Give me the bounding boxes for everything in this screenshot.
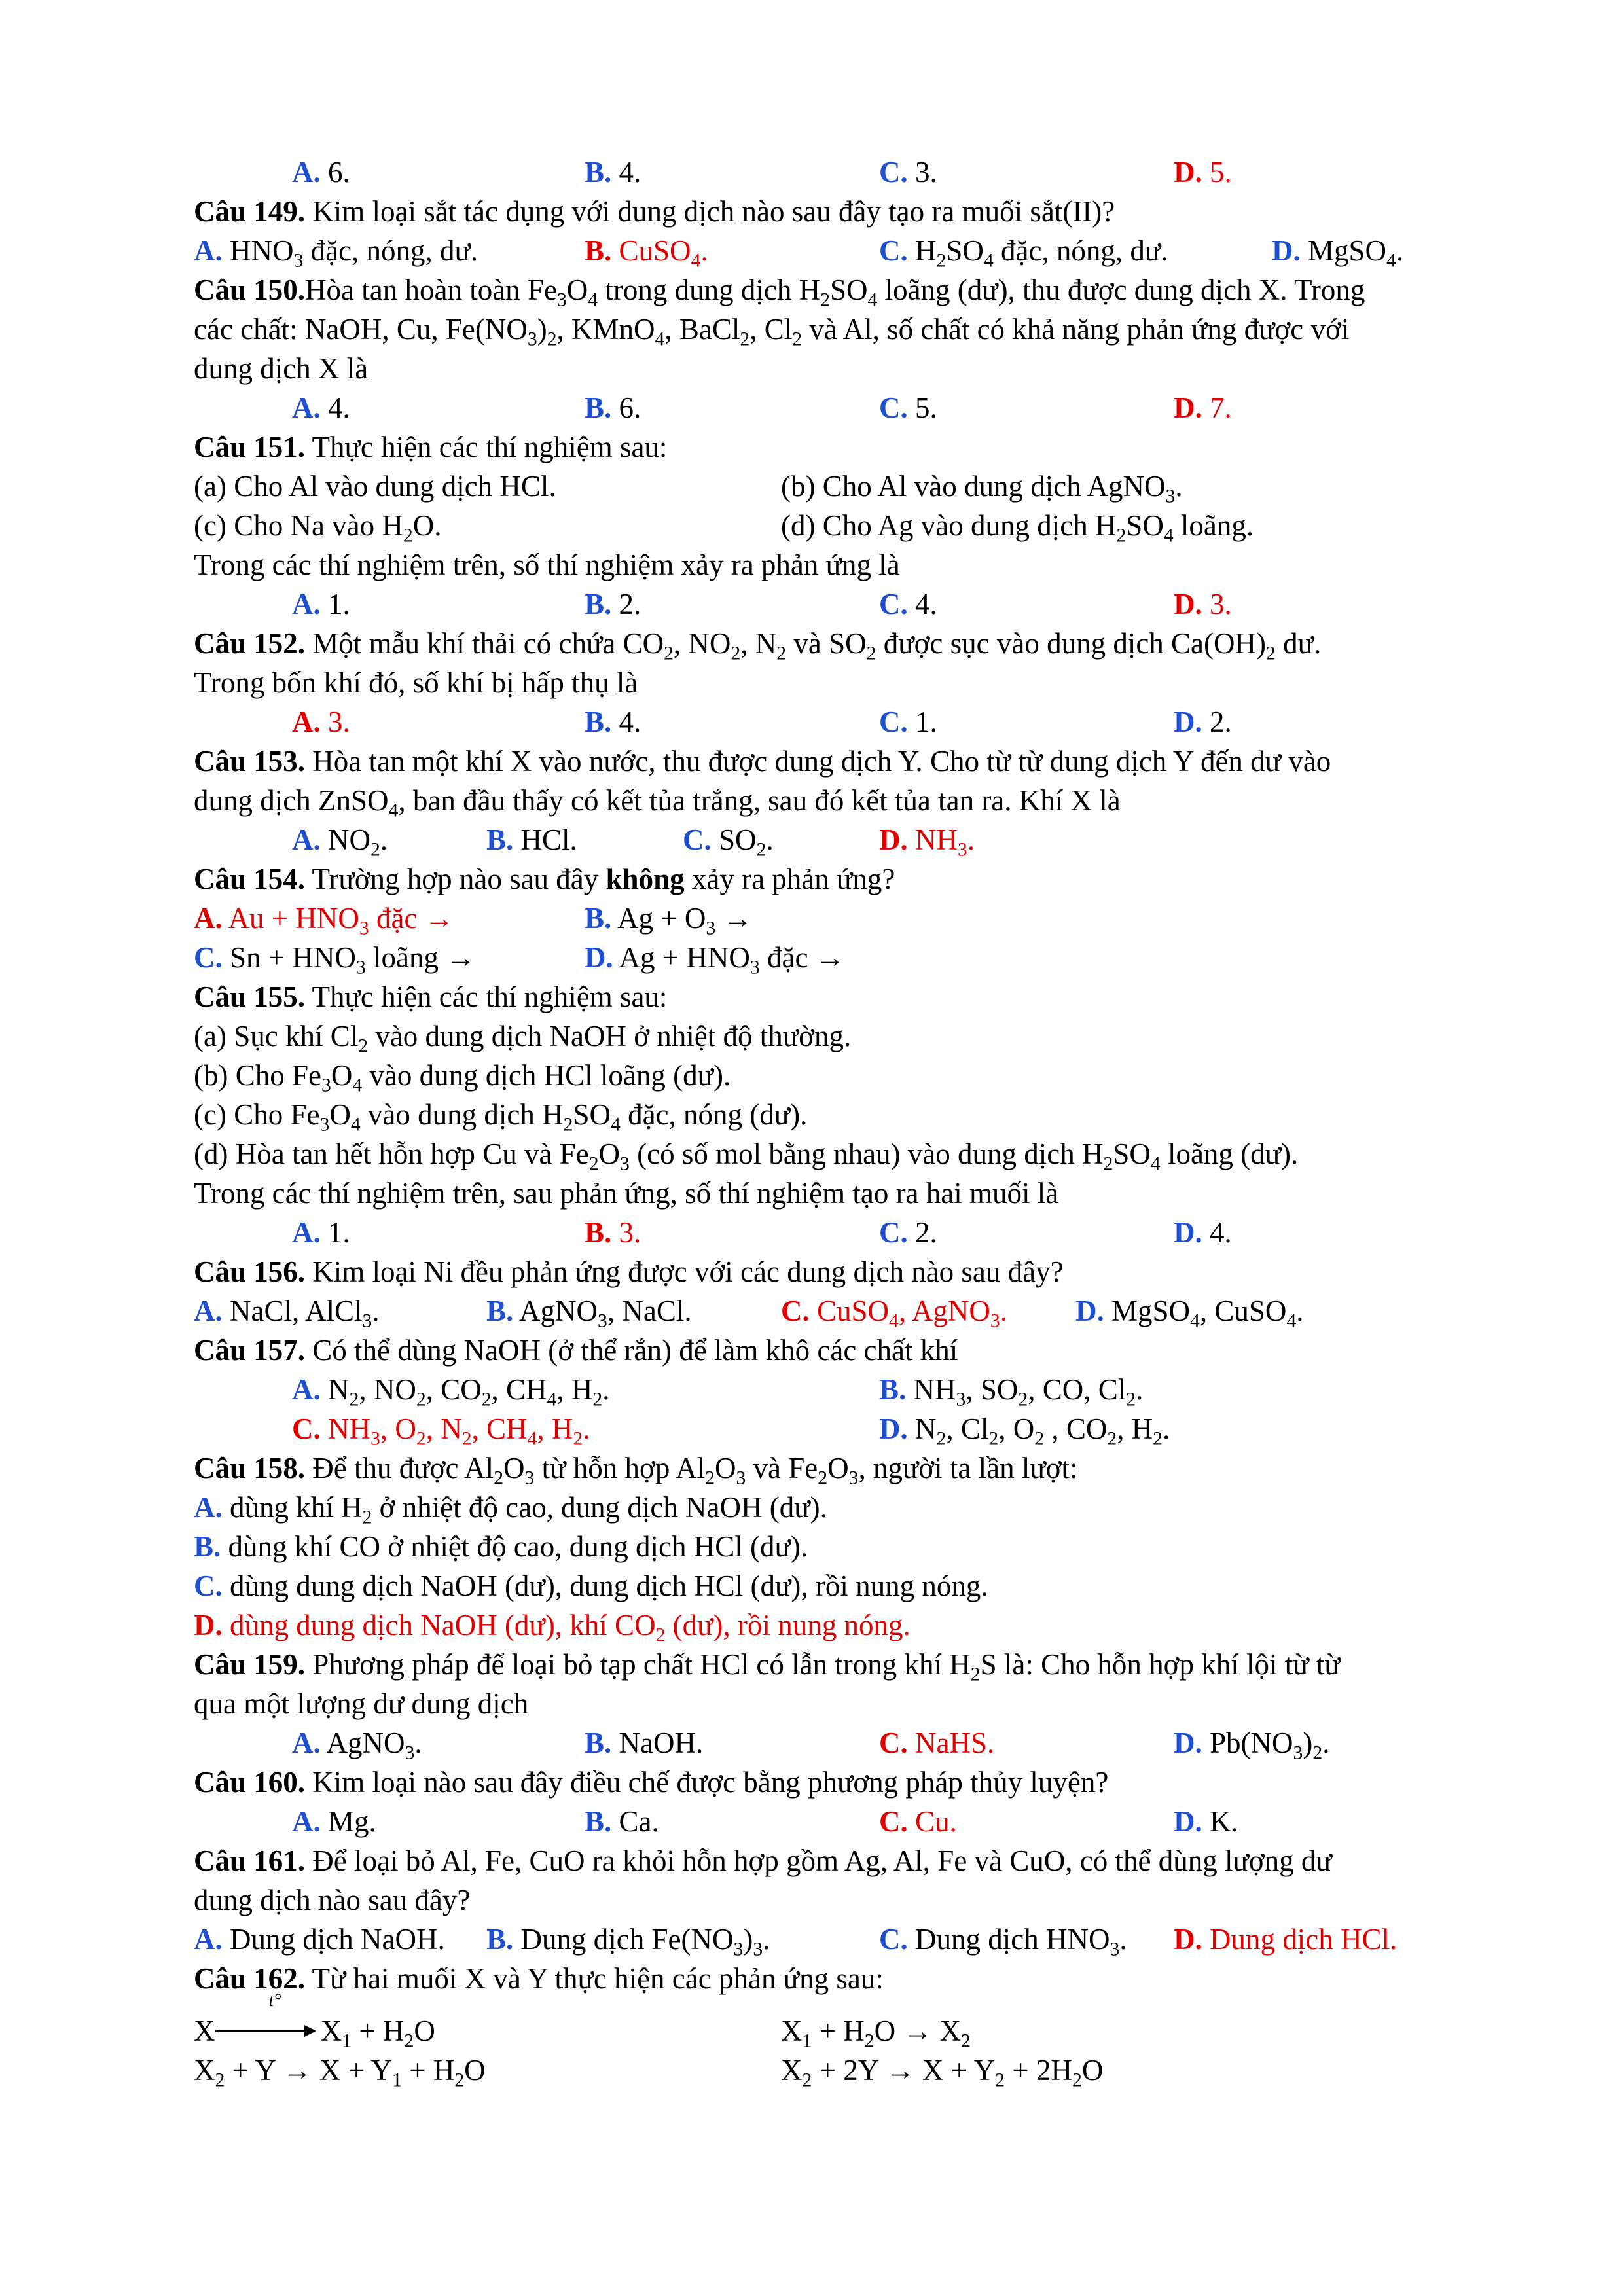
q154-options-cd <box>0 937 1624 978</box>
q156-options <box>0 1291 1624 1331</box>
q160-stem: Câu 160. Kim loại nào sau đây điều chế được bằng phương pháp thủy luyện? <box>194 1766 1109 1799</box>
option-d: D. 4. <box>1174 1216 1232 1249</box>
option-d: D. $Pb(NO_3)_2$. <box>1174 1727 1330 1764</box>
q154-options-ab <box>0 898 1624 939</box>
option-a: A. Dung dịch NaOH. <box>194 1923 445 1956</box>
option-c: C. 4. <box>879 588 937 620</box>
q162-reactions-row1 <box>0 1990 1624 2052</box>
option-d: D. 2. <box>1174 706 1232 738</box>
q161-options <box>0 1919 1624 1960</box>
q158-option-d-answer: D. dùng dung dịch NaOH (dư), khí $CO_2$ (dư), rồi nung nóng. <box>194 1609 911 1646</box>
q151-experiments-ab <box>0 466 1624 507</box>
option-c: C. Dung dịch $HNO_3$. <box>879 1923 1127 1960</box>
experiment-d: (d) Cho Ag vào dung dịch $H_2SO_4$ loãng. <box>781 509 1254 547</box>
option-c: C. $Sn + HNO_3$ loãng → <box>194 941 476 978</box>
question-number: Câu 149. <box>194 195 306 228</box>
option-d: D. $N_2$, $Cl_2$, $O_2$ , $CO_2$, $H_2$. <box>879 1412 1170 1450</box>
q153-line1: Câu 153. Hòa tan một khí X vào nước, thu được dung dịch Y. Cho từ từ dung dịch Y đến dư vào <box>194 745 1331 778</box>
option-b: B. $NH_3$, $SO_2$, CO, $Cl_2$. <box>879 1373 1144 1410</box>
q158-option-a: A. dùng khí $H_2$ ở nhiệt độ cao, dung dịch NaOH (dư). <box>194 1491 827 1528</box>
q161-line1: Câu 161. Để loại bỏ Al, Fe, CuO ra khỏi hỗn hợp gồm Ag, Al, Fe và CuO, có thể dùng lượng dư <box>194 1844 1332 1877</box>
q155-experiment-d: (d) Hòa tan hết hỗn hợp Cu và $Fe_2O_3$ (có số mol bằng nhau) vào dung dịch $H_2SO_4$ loãng (dư). <box>194 1138 1299 1175</box>
question-number: Câu 157. <box>194 1334 306 1367</box>
option-a: A. 6. <box>292 156 350 188</box>
q155-stem: Câu 155. Thực hiện các thí nghiệm sau: <box>194 980 668 1013</box>
question-number: Câu 153. <box>194 745 306 778</box>
option-d: D. MgSO$_4$. <box>1272 234 1404 272</box>
q159-options <box>0 1723 1624 1763</box>
option-b: B. AgNO$_3$, NaCl. <box>486 1295 692 1332</box>
option-d: D. $Ag + HNO_3$ đặc → <box>585 941 845 978</box>
option-b: B. 4. <box>585 706 641 738</box>
option-c-answer: C. NaHS. <box>879 1727 995 1759</box>
q160-options <box>0 1801 1624 1842</box>
reaction-2: $X_1 + H_2O \to X_2$ <box>781 2015 971 2052</box>
option-a-answer: A. $Au + HNO_3$ đặc → <box>194 902 454 939</box>
question-number: Câu 156. <box>194 1255 306 1288</box>
question-number: Câu 161. <box>194 1844 306 1877</box>
option-d-answer: D. Dung dịch HCl. <box>1174 1923 1398 1956</box>
option-a: A. 4. <box>292 391 350 424</box>
question-number: Câu 155. <box>194 980 306 1013</box>
option-c: C. 3. <box>879 156 937 188</box>
q149-stem: Câu 149. Kim loại sắt tác dụng với dung dịch nào sau đây tạo ra muối sắt(II)? <box>194 195 1115 228</box>
q155-experiment-c: (c) Cho $Fe_3O_4$ vào dung dịch $H_2SO_4$ đặc, nóng (dư). <box>194 1098 808 1136</box>
q151-ask: Trong các thí nghiệm trên, số thí nghiệm xảy ra phản ứng là <box>194 548 900 581</box>
q150-line3: dung dịch X là <box>194 352 369 385</box>
question-number: Câu 162. <box>194 1962 306 1995</box>
option-c: C. $SO_2$. <box>683 823 774 861</box>
q157-options-cd <box>0 1408 1624 1449</box>
q154-stem: Câu 154. Trường hợp nào sau đây không xảy ra phản ứng? <box>194 863 895 895</box>
q159-line1: Câu 159. Phương pháp để loại bỏ tạp chất HCl có lẫn trong khí $H_2S$ là: Cho hỗn hợp khí lội từ từ <box>194 1648 1341 1685</box>
reaction-1: X t° $X_1 + H_2O$ <box>194 1990 435 2052</box>
option-a-answer: A. 3. <box>292 706 350 738</box>
experiment-b: (b) Cho Al vào dung dịch AgNO$_3$. <box>781 470 1183 507</box>
option-c-answer: C. Cu. <box>879 1805 957 1838</box>
q162-stem: Câu 162. Từ hai muối X và Y thực hiện các phản ứng sau: <box>194 1962 884 1995</box>
question-number: Câu 151. <box>194 431 306 463</box>
reaction-4: $X_2 + 2Y \to X + Y_2 + 2H_2O$ <box>781 2054 1104 2091</box>
question-number: Câu 152. <box>194 627 306 660</box>
option-b: B. Dung dịch $Fe(NO_3)_3$. <box>486 1923 770 1960</box>
q158-option-c: C. dùng dung dịch NaOH (dư), dung dịch HCl (dư), rồi nung nóng. <box>194 1570 988 1602</box>
experiment-a: (a) Cho Al vào dung dịch HCl. <box>194 470 556 503</box>
question-number: Câu 160. <box>194 1766 306 1799</box>
question-number: Câu 159. <box>194 1648 306 1681</box>
heat-arrow-icon: t° <box>215 2011 314 2051</box>
option-a: A. Mg. <box>292 1805 376 1838</box>
option-b-answer: B. 3. <box>585 1216 641 1249</box>
q157-options-ab <box>0 1369 1624 1410</box>
q152-line1: Câu 152. Một mẫu khí thải có chứa $CO_2$, $NO_2$, $N_2$ và $SO_2$ được sục vào dung dịch $Ca(OH)_2$ dư. <box>194 627 1322 664</box>
option-d-answer: D. $NH_3$. <box>879 823 975 861</box>
q150-line1: Câu 150.Hòa tan hoàn toàn $Fe_3O_4$ trong dung dịch $H_2SO_4$ loãng (dư), thu được dung dịch X. Trong <box>194 274 1365 311</box>
option-d-answer: D. 3. <box>1174 588 1232 620</box>
q148-options <box>0 152 1624 192</box>
option-a: A. $HNO_3$ đặc, nóng, dư. <box>194 234 478 272</box>
q153-options <box>0 819 1624 860</box>
option-b: B. $Ag + O_3$ → <box>585 902 753 939</box>
option-b: B. 2. <box>585 588 641 620</box>
option-a: A. 1. <box>292 1216 350 1249</box>
q155-options <box>0 1212 1624 1253</box>
q149-options <box>0 230 1624 271</box>
option-b: B. HCl. <box>486 823 577 856</box>
q155-experiment-b: (b) Cho $Fe_3O_4$ vào dung dịch HCl loãng (dư). <box>194 1059 731 1096</box>
q150-line2: các chất: NaOH, Cu, $Fe(NO_3)_2$, KMnO$_4$, BaCl$_2$, $Cl_2$ và Al, số chất có khả năng phản ứng được với <box>194 313 1350 350</box>
q156-stem: Câu 156. Kim loại Ni đều phản ứng được với các dung dịch nào sau đây? <box>194 1255 1064 1288</box>
question-number: Câu 158. <box>194 1452 306 1484</box>
option-b: B. 6. <box>585 391 641 424</box>
option-b: B. Ca. <box>585 1805 659 1838</box>
q155-ask: Trong các thí nghiệm trên, sau phản ứng, số thí nghiệm tạo ra hai muối là <box>194 1177 1059 1210</box>
q158-stem: Câu 158. Để thu được $Al_2O_3$ từ hỗn hợp $Al_2O_3$ và $Fe_2O_3$, người ta lần lượt: <box>194 1452 1078 1489</box>
option-c: C. 1. <box>879 706 937 738</box>
question-number: Câu 154. <box>194 863 306 895</box>
option-c: C. 5. <box>879 391 937 424</box>
q162-reactions-row2 <box>0 2050 1624 2090</box>
option-c-answer: C. CuSO$_4$, AgNO$_3$. <box>781 1295 1007 1332</box>
option-b: B. NaOH. <box>585 1727 704 1759</box>
q153-line2: dung dịch ZnSO$_4$, ban đầu thấy có kết tủa trắng, sau đó kết tủa tan ra. Khí X là <box>194 784 1121 821</box>
q151-options <box>0 584 1624 624</box>
experiment-c: (c) Cho Na vào $H_2O$. <box>194 509 442 547</box>
option-a: A. $NO_2$. <box>292 823 388 861</box>
option-c-answer: C. $NH_3$, $O_2$, $N_2$, $CH_4$, $H_2$. <box>292 1412 590 1450</box>
option-a: A. 1. <box>292 588 350 620</box>
option-a: A. $N_2$, $NO_2$, $CO_2$, $CH_4$, $H_2$. <box>292 1373 610 1410</box>
option-b: B. 4. <box>585 156 641 188</box>
option-d: D. MgSO$_4$, CuSO$_4$. <box>1075 1295 1304 1332</box>
option-d: D. K. <box>1174 1805 1238 1838</box>
option-c: C. 2. <box>879 1216 937 1249</box>
q161-line2: dung dịch nào sau đây? <box>194 1884 471 1916</box>
q151-stem: Câu 151. Thực hiện các thí nghiệm sau: <box>194 431 668 463</box>
q151-experiments-cd <box>0 505 1624 546</box>
q155-experiment-a: (a) Sục khí $Cl_2$ vào dung dịch NaOH ở nhiệt độ thường. <box>194 1020 852 1057</box>
question-number: Câu 150. <box>194 274 306 306</box>
option-a: A. AgNO$_3$. <box>292 1727 422 1764</box>
reaction-3: $X_2 + Y \to X + Y_1 + H_2O$ <box>194 2054 486 2091</box>
q158-option-b: B. dùng khí CO ở nhiệt độ cao, dung dịch HCl (dư). <box>194 1530 808 1563</box>
q157-stem: Câu 157. Có thể dùng NaOH (ở thể rắn) để làm khô các chất khí <box>194 1334 958 1367</box>
q150-options <box>0 387 1624 428</box>
option-a: A. NaCl, AlCl$_3$. <box>194 1295 380 1332</box>
q152-line2: Trong bốn khí đó, số khí bị hấp thụ là <box>194 666 638 699</box>
q152-options <box>0 702 1624 742</box>
option-d-answer: D. 7. <box>1174 391 1232 424</box>
option-d-answer: D. 5. <box>1174 156 1232 188</box>
option-c: C. $H_2SO_4$ đặc, nóng, dư. <box>879 234 1168 272</box>
option-b-answer: B. CuSO$_4$. <box>585 234 708 272</box>
q159-line2: qua một lượng dư dung dịch <box>194 1687 529 1720</box>
